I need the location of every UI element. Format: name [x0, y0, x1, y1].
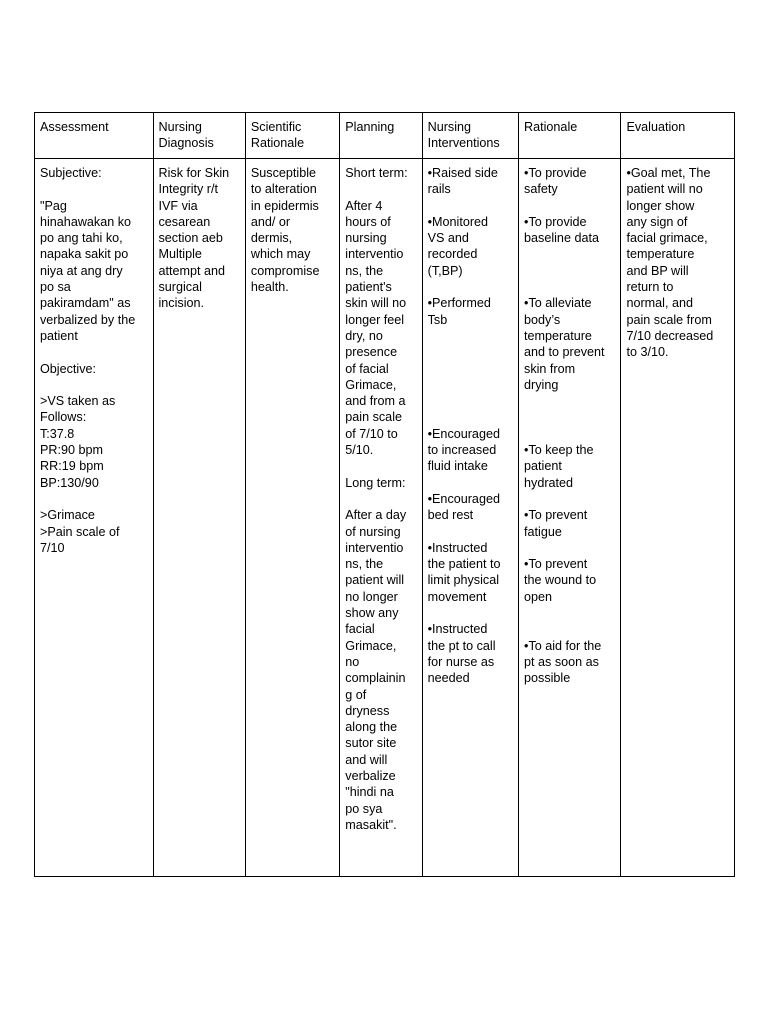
- table-header-row: [35, 113, 735, 159]
- cell-assessment: Subjective: "Pag hinahawakan ko po ang tahi ko, napaka sakit po niya at ang dry po sa pakiramdam" as verbalized by the patient Objective: >VS taken as Follows: T:37.8 PR:90 bpm RR:19 bpm BP:130/90 >Grimace >Pain scale of 7/10: [35, 159, 154, 877]
- table-row: [35, 159, 735, 877]
- header-rationale: Rationale: [519, 113, 621, 159]
- cell-nursing-interventions: •Raised side rails •Monitored VS and recorded (T,BP) •Performed Tsb •Encouraged to increased fluid intake •Encouraged bed rest •Instructed the patient to limit physical movement •Instructed the pt to call for nurse as needed: [422, 159, 518, 877]
- nursing-care-plan-table: [34, 112, 735, 877]
- cell-scientific-rationale: Susceptible to alteration in epidermis and/ or dermis, which may compromise health.: [245, 159, 339, 877]
- cell-rationale: •To provide safety •To provide baseline data •To alleviate body’s temperature and to prevent skin from drying •To keep the patient hydrated •To prevent fatigue •To prevent the wound to open •To aid for the pt as soon as possible: [519, 159, 621, 877]
- header-evaluation: Evaluation: [621, 113, 735, 159]
- cell-nursing-diagnosis: Risk for Skin Integrity r/t IVF via cesarean section aeb Multiple attempt and surgical incision.: [153, 159, 245, 877]
- header-planning: Planning: [340, 113, 422, 159]
- header-nursing-diagnosis: Nursing Diagnosis: [153, 113, 245, 159]
- cell-evaluation: •Goal met, The patient will no longer show any sign of facial grimace, temperature and BP will return to normal, and pain scale from 7/10 decreased to 3/10.: [621, 159, 735, 877]
- cell-planning: Short term: After 4 hours of nursing interventio ns, the patient's skin will no longer feel dry, no presence of facial Grimace, and from a pain scale of 7/10 to 5/10. Long term: After a day of nursing interventio ns, the patient will no longer show any facial Grimace, no complainin g of dryness along the sutor site and will verbalize "hindi na po sya masakit".: [340, 159, 422, 877]
- header-scientific-rationale: Scientific Rationale: [245, 113, 339, 159]
- header-nursing-interventions: Nursing Interventions: [422, 113, 518, 159]
- header-assessment: Assessment: [35, 113, 154, 159]
